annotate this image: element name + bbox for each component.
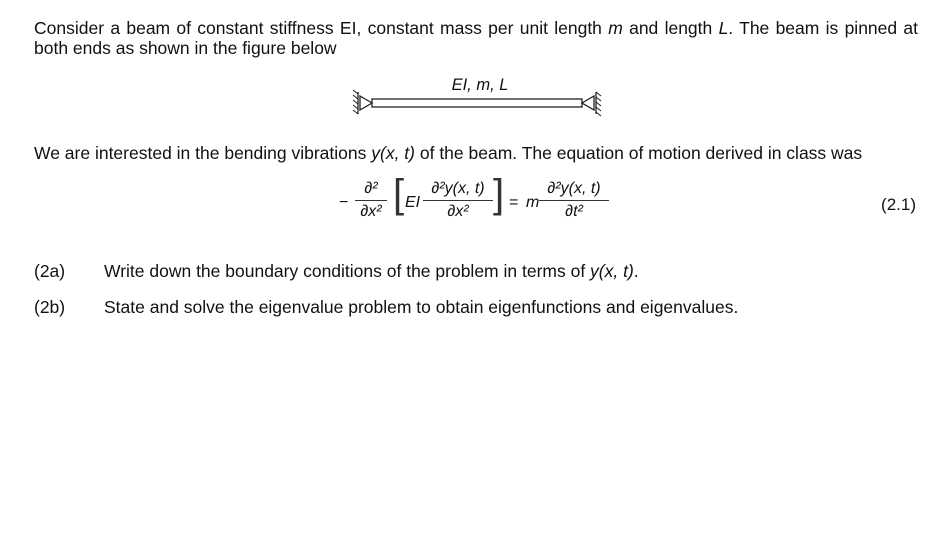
eq-outer-numerator: ∂² xyxy=(364,180,378,197)
eq-outer-denominator: ∂x² xyxy=(360,203,382,220)
intro-text-3: . The beam is pinned at both ends as shown in the figure below xyxy=(34,18,919,58)
intro-paragraph xyxy=(34,18,918,58)
interest-text-1: We are interested in the bending vibrations xyxy=(34,143,372,163)
interest-paragraph xyxy=(34,143,918,163)
eq-rhs-numerator: ∂²y(x, t) xyxy=(547,180,601,197)
question-2a-math: y(x, t) xyxy=(590,261,634,281)
question-text-2a xyxy=(104,261,639,281)
length-symbol: L xyxy=(718,18,729,38)
eq-outer-bar xyxy=(355,200,387,201)
beam-label: EI, m, L xyxy=(451,76,509,94)
eq-rhs-denominator: ∂t² xyxy=(565,203,583,220)
question-2b-text: State and solve the eigenvalue problem to obtain eigenfunctions and eigenvalues. xyxy=(104,297,739,317)
beam-figure xyxy=(340,72,620,132)
eq-inner-bar xyxy=(423,200,493,201)
left-pin-support-icon xyxy=(353,90,372,114)
eq-rhs-bar xyxy=(539,200,609,201)
eq-ei: EI xyxy=(405,194,421,211)
beam xyxy=(372,99,582,107)
eq-equals: = xyxy=(509,194,519,211)
right-pin-support-icon xyxy=(582,92,601,116)
eq-inner-fraction xyxy=(423,180,493,221)
eq-mass: m xyxy=(526,194,540,211)
eq-rhs-fraction xyxy=(539,180,609,221)
question-label-2b: (2b) xyxy=(34,297,66,317)
question-2a-tail: . xyxy=(633,261,639,281)
eq-inner-denominator: ∂x² xyxy=(447,203,469,220)
equation-of-motion xyxy=(335,172,635,236)
question-label-2a: (2a) xyxy=(34,261,66,281)
eq-outer-fraction xyxy=(355,180,387,221)
question-text-2b xyxy=(104,297,738,317)
beam-diagram xyxy=(340,72,620,132)
eq-bracket-close: ] xyxy=(493,172,505,216)
interest-text-2: of the beam. The equation of motion derived in class was xyxy=(415,143,863,163)
equation-number: (2.1) xyxy=(881,195,916,214)
intro-text-2: and length xyxy=(622,18,719,38)
mass-symbol: m xyxy=(608,18,623,38)
intro-text-1: Consider a beam of constant stiffness EI, constant mass per unit length xyxy=(34,18,609,38)
eq-inner-numerator: ∂²y(x, t) xyxy=(431,180,485,197)
eq-minus: − xyxy=(339,194,349,211)
eq-bracket-open: [ xyxy=(393,172,405,216)
question-2a-text: Write down the boundary conditions of the problem in terms of xyxy=(104,261,591,281)
deflection-symbol: y(x, t) xyxy=(371,143,415,163)
